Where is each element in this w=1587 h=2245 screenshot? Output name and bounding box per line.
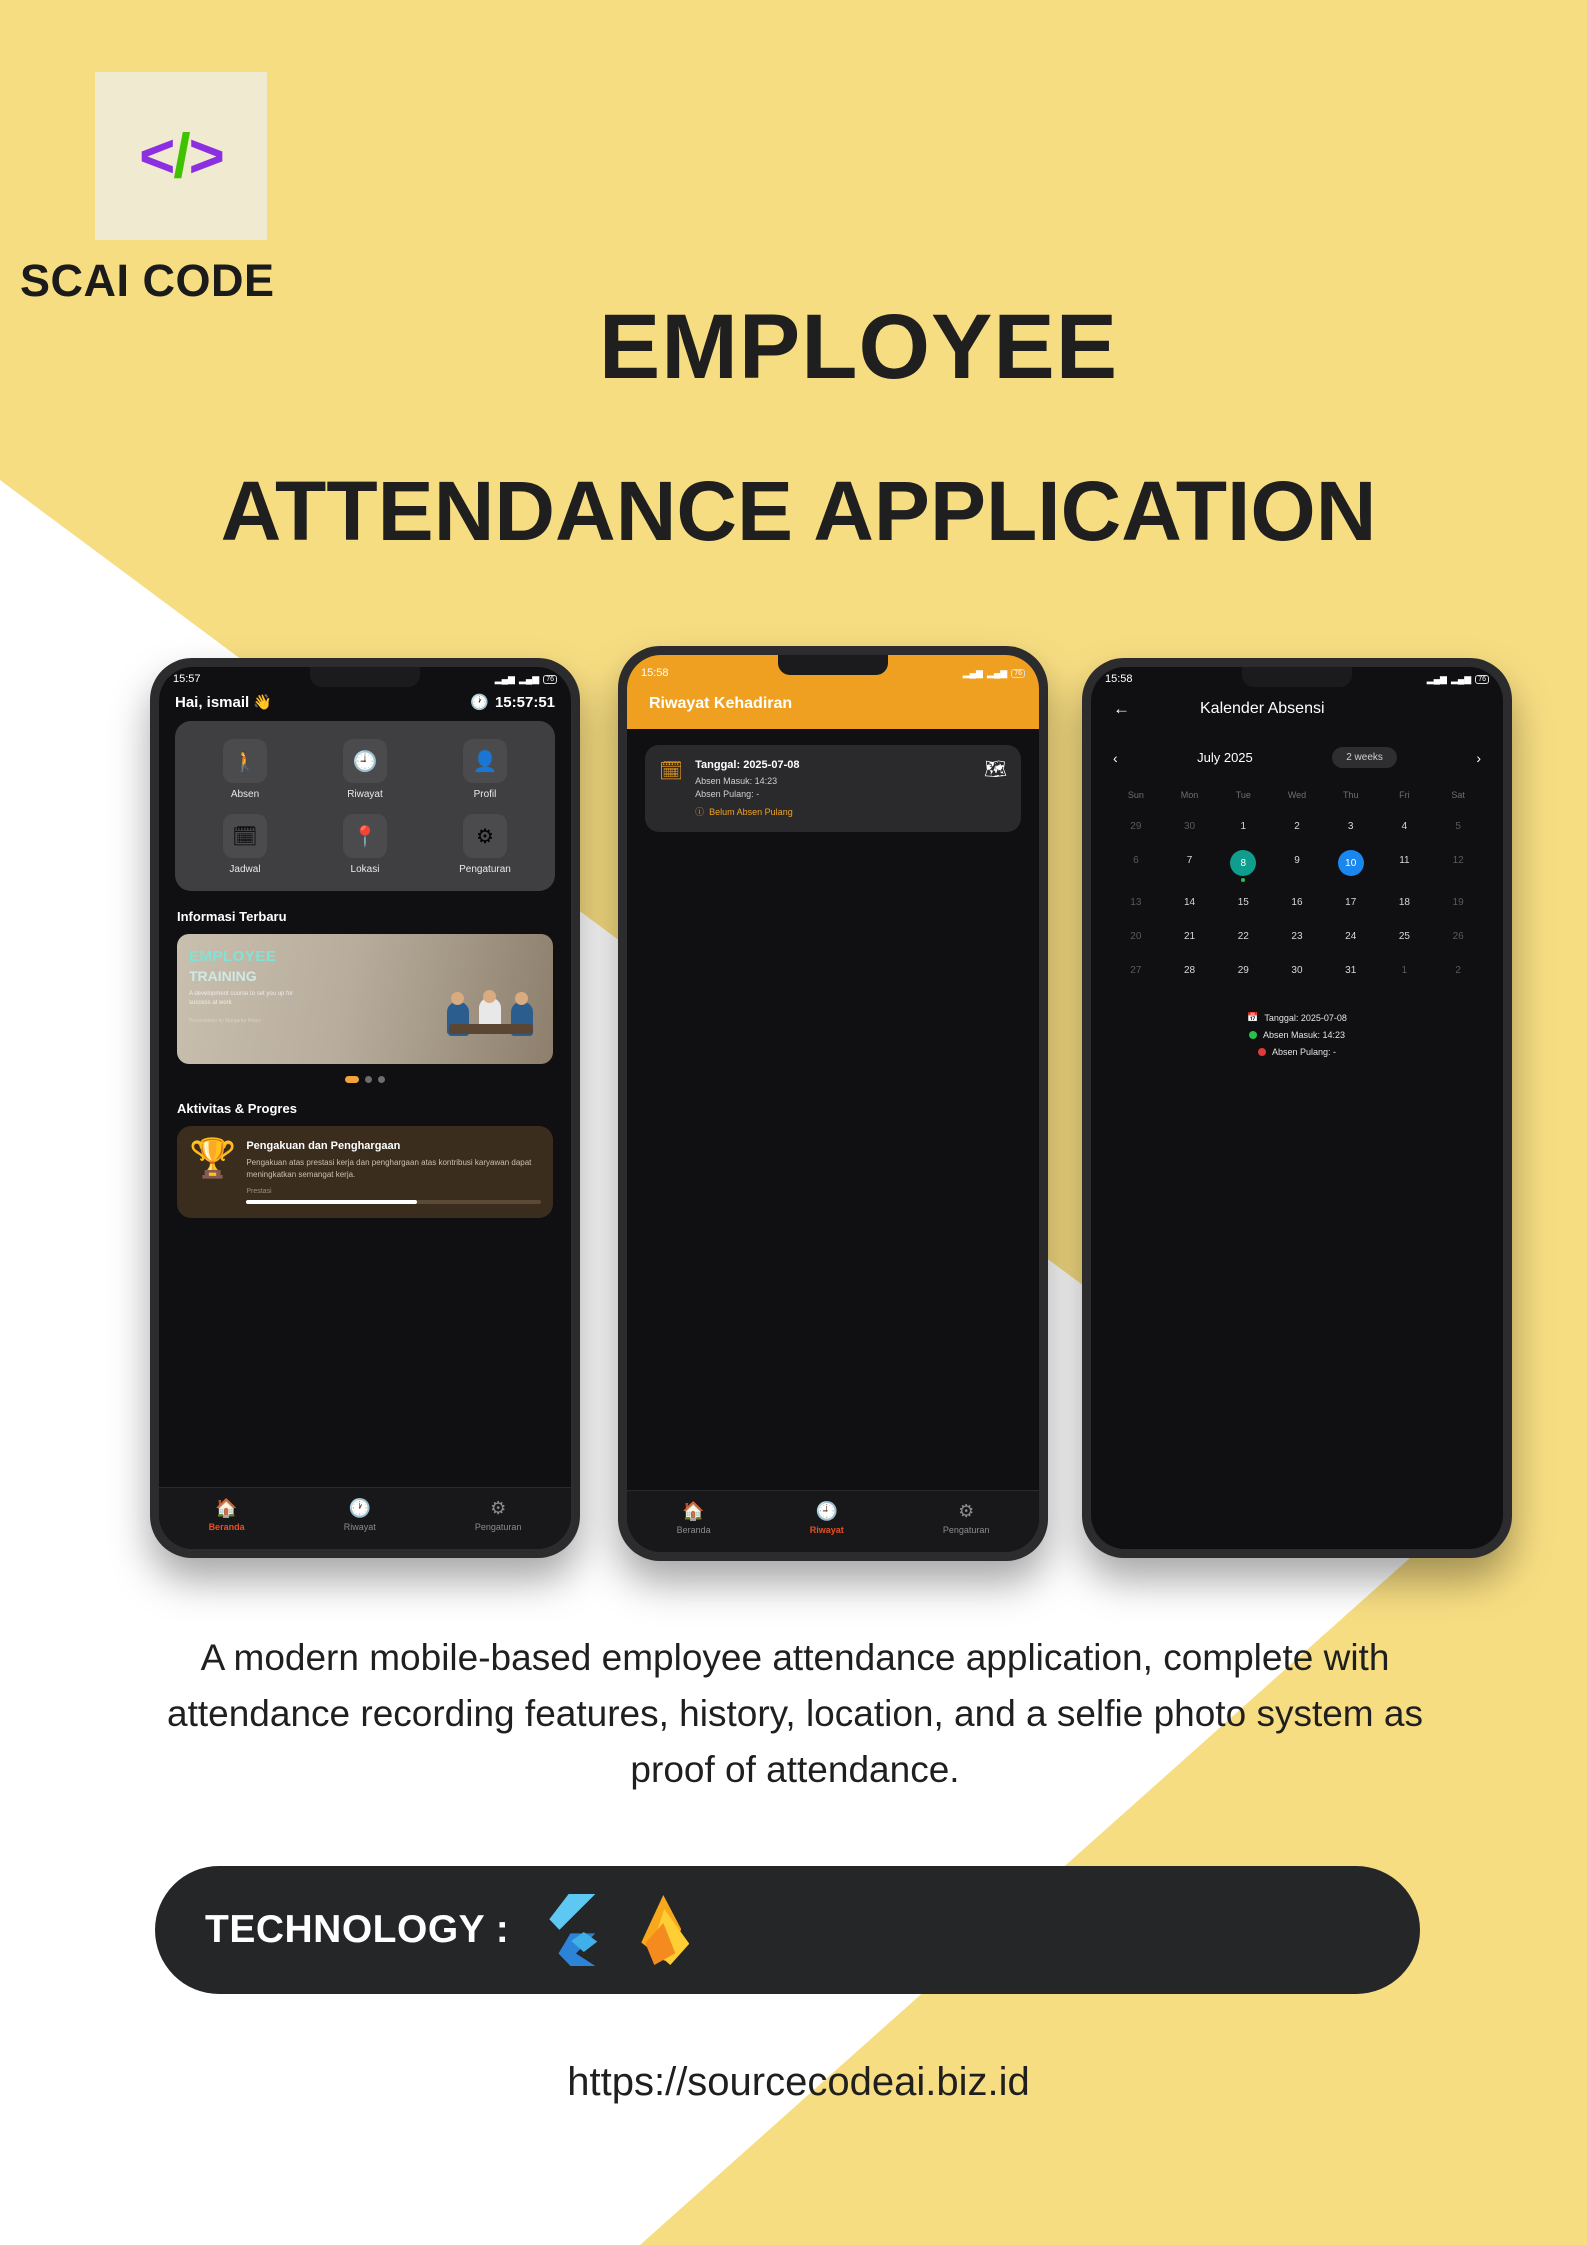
calendar-day-number: 2: [1455, 965, 1461, 976]
calendar-day-number: 31: [1345, 965, 1357, 976]
dow-label: Sat: [1451, 790, 1465, 800]
phone-home-screen: [150, 658, 580, 1558]
trophy-icon: 🏆: [189, 1138, 237, 1180]
menu-label: Jadwal: [229, 864, 261, 875]
record-date: Tanggal: 2025-07-08: [695, 759, 800, 771]
clock-icon: 🕐: [348, 1497, 371, 1518]
menu-label: Absen: [230, 789, 260, 800]
calendar-grid: [1091, 778, 1503, 986]
user-icon: 👤: [463, 739, 507, 783]
tab-riwayat[interactable]: [344, 1498, 376, 1532]
calendar-day-cell[interactable]: [1216, 884, 1270, 918]
calendar-day-number: 1: [1401, 965, 1408, 976]
calendar-day-cell[interactable]: [1324, 918, 1378, 952]
calendar-day-number: 23: [1291, 931, 1303, 942]
technology-bar: [155, 1866, 1420, 1994]
dow-label: Wed: [1287, 790, 1307, 800]
calendar-day-cell[interactable]: [1109, 884, 1163, 918]
banner-credit: Presentation by Margarita Perez: [189, 1018, 261, 1024]
calendar-icon: 🗓: [223, 814, 267, 858]
calendar-day-number: 29: [1237, 965, 1249, 976]
activity-card[interactable]: [177, 1126, 553, 1218]
activity-description: Pengakuan atas prestasi kerja dan penghargaan atas kontribusi karyawan dapat meningkatkan semangat kerja.: [246, 1158, 532, 1179]
info-circle-icon: ⓘ: [695, 807, 705, 817]
calendar-day-number: 3: [1347, 821, 1354, 832]
calendar-day-cell[interactable]: [1109, 918, 1163, 952]
calendar-day-number: 19: [1452, 897, 1464, 908]
tab-label: Riwayat: [343, 1521, 376, 1532]
person-walk-icon: 🚶: [223, 739, 267, 783]
calendar-day-cell[interactable]: [1163, 952, 1217, 986]
menu-label: Pengaturan: [459, 864, 511, 875]
calendar-week-row: [1109, 808, 1485, 842]
website-url: https://sourcecodeai.biz.id: [567, 2060, 1030, 2104]
calendar-day-cell[interactable]: [1109, 808, 1163, 842]
legend-text: Absen Masuk: 14:23: [1262, 1030, 1346, 1040]
page-title-line2: ATTENDANCE APPLICATION: [220, 464, 1377, 558]
calendar-day-cell[interactable]: [1431, 918, 1485, 952]
app-bar-title: Kalender Absensi: [1200, 700, 1325, 717]
calendar-week-row: [1109, 952, 1485, 986]
phone-notch: [778, 655, 888, 675]
warning-text: Belum Absen Pulang: [709, 806, 793, 817]
quick-menu-grid: [175, 721, 555, 891]
calendar-day-cell[interactable]: [1163, 884, 1217, 918]
chevron-right-icon[interactable]: ›: [1476, 749, 1481, 766]
technology-label: TECHNOLOGY :: [205, 1908, 510, 1951]
status-dot-red: [1258, 1048, 1266, 1056]
calendar-day-number: 16: [1291, 897, 1303, 908]
gear-icon: ⚙: [463, 814, 507, 858]
calendar-day-cell[interactable]: [1378, 918, 1432, 952]
calendar-day-cell[interactable]: [1324, 884, 1378, 918]
tab-label: Riwayat: [809, 1524, 844, 1535]
legend-text: Tanggal: 2025-07-08: [1264, 1012, 1347, 1023]
carousel-dot-active[interactable]: [345, 1076, 359, 1083]
menu-item-pengaturan[interactable]: [425, 814, 545, 875]
firebase-icon: [635, 1893, 693, 1967]
flutter-icon: [541, 1894, 603, 1966]
activity-title: Pengakuan dan Penghargaan: [246, 1140, 401, 1152]
gear-icon: ⚙: [958, 1500, 975, 1521]
tab-riwayat[interactable]: [810, 1501, 844, 1535]
tab-beranda[interactable]: [677, 1501, 711, 1535]
menu-item-lokasi[interactable]: [305, 814, 425, 875]
calendar-day-cell[interactable]: [1163, 808, 1217, 842]
home-icon: 🏠: [215, 1497, 238, 1518]
calendar-header: [1091, 733, 1503, 778]
calendar-day-number: 18: [1398, 897, 1410, 908]
calendar-day-cell[interactable]: [1378, 842, 1432, 884]
calendar-legend: [1091, 1012, 1503, 1057]
carousel-dot[interactable]: [365, 1076, 372, 1083]
map-icon[interactable]: 🗺: [984, 759, 1007, 779]
calendar-dow-row: [1109, 782, 1485, 808]
record-warning: [695, 805, 972, 818]
calendar-day-number: 11: [1399, 855, 1410, 866]
calendar-day-cell[interactable]: [1378, 952, 1432, 986]
tab-label: Beranda: [208, 1521, 245, 1532]
calendar-day-cell[interactable]: [1270, 808, 1324, 842]
menu-label: Riwayat: [347, 789, 383, 800]
location-pin-icon: 📍: [343, 814, 387, 858]
calendar-day-number: 12: [1452, 855, 1464, 866]
banner-subtitle: A development course to set you up for success at work: [189, 991, 294, 1006]
section-title-activity: Aktivitas & Progres: [177, 1101, 297, 1116]
calendar-day-cell[interactable]: [1109, 842, 1163, 884]
record-checkout: Absen Pulang: -: [695, 789, 760, 799]
calendar-day-number: 21: [1184, 931, 1196, 942]
chevron-left-icon[interactable]: ‹: [1113, 749, 1118, 766]
calendar-day-cell[interactable]: [1163, 842, 1217, 884]
calendar-day-cell[interactable]: [1378, 808, 1432, 842]
calendar-day-cell[interactable]: [1270, 918, 1324, 952]
wifi-icon: ▂▄▆: [1450, 673, 1472, 684]
banner-people-illustration: [445, 990, 537, 1040]
calendar-day-cell[interactable]: [1270, 842, 1324, 884]
signal-icon: ▂▄▆: [962, 667, 983, 678]
calendar-day-number: 8: [1230, 850, 1256, 876]
greeting-text: Hai, ismail 👋: [175, 694, 273, 711]
gear-icon: ⚙: [490, 1497, 507, 1518]
calendar-day-number: 14: [1184, 897, 1196, 908]
calendar-event-dot: [1241, 878, 1245, 882]
calendar-day-number: 7: [1186, 855, 1193, 866]
calendar-month-label: July 2025: [1197, 750, 1253, 765]
signal-icon: ▂▄▆: [1426, 673, 1447, 684]
calendar-day-number: 22: [1237, 931, 1249, 942]
signal-icon: ▂▄▆: [494, 673, 515, 684]
calendar-day-number: 13: [1130, 897, 1142, 908]
calendar-day-number: 4: [1401, 821, 1408, 832]
calendar-week-row: [1109, 918, 1485, 952]
tab-beranda[interactable]: [209, 1498, 245, 1532]
app-bar-title: Riwayat Kehadiran: [649, 695, 793, 712]
legend-item-date: [1247, 1012, 1347, 1023]
code-brackets-icon: </>: [139, 121, 223, 191]
home-icon: 🏠: [682, 1500, 705, 1521]
legend-item-checkout: [1258, 1047, 1336, 1057]
calendar-day-number: 30: [1291, 965, 1303, 976]
calendar-day-number: 24: [1345, 931, 1357, 942]
phone-notch: [1242, 667, 1352, 687]
app-bar: [1091, 687, 1503, 733]
calendar-day-number: 27: [1130, 965, 1142, 976]
legend-text: Absen Pulang: -: [1271, 1047, 1337, 1057]
tab-label: Pengaturan: [474, 1521, 522, 1532]
calendar-day-number: 9: [1294, 855, 1300, 866]
menu-item-profil[interactable]: [425, 739, 545, 800]
battery-level: 76: [1475, 675, 1489, 684]
tab-pengaturan[interactable]: [943, 1501, 990, 1535]
battery-level: 76: [543, 675, 557, 684]
calendar-day-cell[interactable]: [1324, 952, 1378, 986]
activity-tag: Prestasi: [246, 1188, 272, 1195]
bottom-tab-bar: [627, 1490, 1039, 1552]
calendar-day-cell[interactable]: [1216, 808, 1270, 842]
menu-item-absen[interactable]: [185, 739, 305, 800]
phone-history-screen: [618, 646, 1048, 1561]
calendar-day-cell[interactable]: [1324, 808, 1378, 842]
calendar-day-number: 6: [1133, 855, 1139, 866]
battery-level: 76: [1011, 669, 1025, 678]
bottom-tab-bar: [159, 1487, 571, 1549]
dow-label: Tue: [1235, 790, 1251, 800]
tab-pengaturan[interactable]: [475, 1498, 522, 1532]
calendar-day-number: 29: [1130, 821, 1142, 832]
menu-label: Profil: [473, 789, 497, 800]
brand-logo: [95, 72, 267, 240]
wifi-icon: ▂▄▆: [518, 673, 540, 684]
tab-label: Beranda: [676, 1524, 711, 1535]
progress-bar: [246, 1200, 541, 1204]
calendar-icon: 📅: [1247, 1012, 1259, 1022]
calendar-day-number: 1: [1240, 821, 1247, 832]
calendar-week-row: [1109, 884, 1485, 918]
status-dot-green: [1249, 1031, 1257, 1039]
menu-label: Lokasi: [350, 864, 380, 875]
status-time: 15:57: [173, 673, 201, 685]
dow-label: Mon: [1180, 790, 1199, 800]
phone-notch: [310, 667, 420, 687]
history-icon: 🕘: [343, 739, 387, 783]
section-title-news: Informasi Terbaru: [177, 909, 287, 924]
calendar-day-cell[interactable]: [1216, 952, 1270, 986]
tab-label: Pengaturan: [942, 1524, 990, 1535]
menu-item-jadwal[interactable]: [185, 814, 305, 875]
calendar-day-cell[interactable]: [1270, 884, 1324, 918]
news-banner[interactable]: [177, 934, 553, 1064]
calendar-day-cell[interactable]: [1270, 952, 1324, 986]
calendar-day-number: 26: [1452, 931, 1464, 942]
live-clock: [470, 693, 555, 711]
calendar-day-cell[interactable]: [1431, 808, 1485, 842]
dow-label: Fri: [1399, 790, 1410, 800]
arrow-left-icon[interactable]: ←: [1113, 699, 1130, 718]
calendar-range-selector[interactable]: 2 weeks: [1332, 747, 1397, 768]
calendar-day-cell[interactable]: [1163, 918, 1217, 952]
clock-value: 15:57:51: [494, 693, 555, 711]
dow-label: Sun: [1127, 790, 1144, 800]
calendar-day-number: 17: [1345, 897, 1357, 908]
calendar-day-cell[interactable]: [1378, 884, 1432, 918]
carousel-dot[interactable]: [378, 1076, 385, 1083]
banner-title2: TRAINING: [189, 968, 257, 984]
page-title-line1: EMPLOYEE: [598, 296, 1119, 398]
banner-title1: EMPLOYEE: [189, 948, 277, 965]
dow-label: Thu: [1342, 790, 1359, 800]
phone-calendar-screen: [1082, 658, 1512, 1558]
calendar-day-number: 28: [1184, 965, 1196, 976]
status-time: 15:58: [1105, 673, 1133, 685]
calendar-day-cell[interactable]: [1324, 842, 1378, 884]
calendar-day-cell[interactable]: [1216, 842, 1270, 884]
calendar-day-number: 20: [1130, 931, 1142, 942]
description-text: A modern mobile-based employee attendance application, complete with attendance recording features, history, location, and a selfie photo system as proof of attendance.: [167, 1637, 1423, 1791]
wifi-icon: ▂▄▆: [986, 667, 1008, 678]
calendar-day-number: 5: [1455, 821, 1461, 832]
history-icon: 🕘: [815, 1500, 838, 1521]
home-header: [159, 687, 571, 721]
attendance-record-card[interactable]: [645, 745, 1021, 832]
calendar-day-number: 15: [1237, 897, 1249, 908]
calendar-day-number: 10: [1338, 850, 1364, 876]
calendar-day-cell[interactable]: [1431, 952, 1485, 986]
calendar-day-number: 30: [1184, 821, 1196, 832]
calendar-day-cell[interactable]: [1216, 918, 1270, 952]
record-checkin: Absen Masuk: 14:23: [695, 776, 778, 786]
clock-icon: 🕐: [470, 694, 489, 711]
calendar-day-number: 25: [1398, 931, 1410, 942]
carousel-dots[interactable]: [159, 1076, 571, 1083]
calendar-day-cell[interactable]: [1431, 842, 1485, 884]
brand-name: SCAI CODE: [20, 255, 275, 306]
status-time: 15:58: [641, 667, 669, 679]
menu-item-riwayat[interactable]: [305, 739, 425, 800]
phone-mockups: [150, 640, 1570, 1590]
calendar-week-row: [1109, 842, 1485, 884]
banner-photo: [435, 942, 547, 1054]
calendar-day-cell[interactable]: [1431, 884, 1485, 918]
calendar-day-cell[interactable]: [1109, 952, 1163, 986]
legend-item-checkin: [1249, 1030, 1345, 1040]
calendar-day-number: 2: [1294, 821, 1300, 832]
calendar-icon: 🗓: [659, 761, 684, 782]
